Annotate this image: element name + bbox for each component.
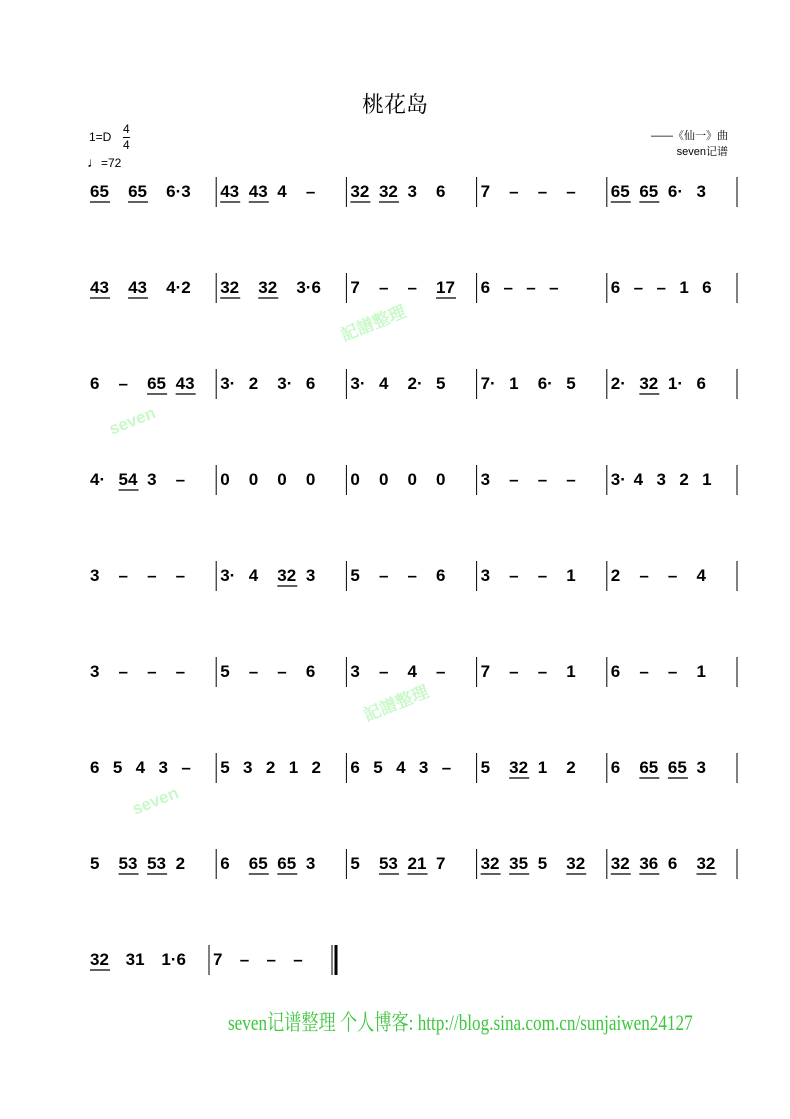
score-note: – — [293, 950, 303, 969]
score-note: – — [181, 758, 191, 777]
score-note: 2 — [248, 374, 259, 393]
score-note: 3 — [407, 182, 417, 201]
score-note: – — [436, 662, 446, 681]
score-note: 65 — [610, 182, 630, 201]
score-note: 32 — [220, 278, 240, 297]
score-note: 43 — [90, 278, 109, 297]
score-note: 6 — [667, 854, 678, 873]
score-note: 6 — [305, 374, 316, 393]
score-note: – — [248, 662, 259, 681]
score-note: 2 — [175, 854, 186, 873]
score-note: 3 — [480, 566, 491, 585]
score-note: – — [537, 566, 548, 585]
score-note: 6 — [305, 662, 316, 681]
score-note: 65 — [277, 854, 297, 873]
score-note: 32 — [480, 854, 500, 873]
composer-credit: ——《仙一》曲 — [651, 130, 728, 142]
score-note: 6 — [696, 374, 706, 393]
score-note: 6· — [537, 374, 553, 393]
score-note: 7 — [480, 662, 491, 681]
score-note: – — [526, 278, 536, 297]
score-note: 3 — [90, 566, 100, 585]
score-note: 32 — [509, 758, 529, 777]
score-note: – — [656, 278, 666, 297]
score-note: – — [503, 278, 513, 297]
score-note: 4 — [633, 470, 644, 489]
watermark-latin: seven — [129, 783, 182, 819]
score-note: 0 — [277, 470, 287, 489]
score-note: 32 — [277, 566, 297, 585]
score-note: – — [378, 566, 389, 585]
score-note: 3· — [277, 374, 293, 393]
score-note: 1 — [566, 566, 576, 585]
score-note: 43 — [220, 182, 240, 201]
score-note: 17 — [436, 278, 455, 297]
score-note: 31 — [125, 950, 145, 969]
score-note: 4 — [135, 758, 146, 777]
score-note: 32 — [566, 854, 586, 873]
score-note: – — [509, 182, 519, 201]
score-note: – — [277, 662, 287, 681]
meter-top: 4 — [123, 122, 130, 136]
score-note: 2 — [265, 758, 276, 777]
score-note: 43 — [175, 374, 195, 393]
score-note: – — [175, 662, 186, 681]
score-note: – — [147, 566, 157, 585]
score-note: 32 — [90, 950, 109, 969]
score-note: – — [407, 566, 417, 585]
score-note: 3· — [610, 470, 626, 489]
score-note: 3 — [350, 662, 360, 681]
score-note: 6 — [610, 662, 621, 681]
score-note: 4 — [248, 566, 259, 585]
key-signature: 1=D — [89, 130, 112, 144]
score-note: – — [378, 278, 389, 297]
score-note: 1 — [288, 758, 299, 777]
score-note: 5 — [373, 758, 383, 777]
score-note: 6 — [610, 278, 621, 297]
score-note: 4 — [696, 566, 706, 585]
score-note: 6· — [667, 182, 684, 201]
score-note: – — [239, 950, 250, 969]
score-note: – — [667, 566, 678, 585]
score-note: 65 — [639, 758, 659, 777]
score-title: 桃花岛 — [361, 93, 428, 118]
score-note: – — [378, 662, 389, 681]
score-note: 7 — [213, 950, 223, 969]
score-note: 4 — [378, 374, 389, 393]
score-note: 32 — [639, 374, 659, 393]
score-note: 53 — [147, 854, 167, 873]
score-note: 3 — [90, 662, 100, 681]
score-note: 21 — [407, 854, 427, 873]
score-note: 3· — [220, 566, 236, 585]
score-note: 1 — [537, 758, 548, 777]
score-note: 4 — [407, 662, 417, 681]
score-note: 3· — [350, 374, 366, 393]
score-note: 4 — [396, 758, 406, 777]
score-note: 3·6 — [296, 278, 321, 297]
score-note: 53 — [378, 854, 398, 873]
score-note: 5 — [220, 662, 230, 681]
score-note: 4· — [90, 470, 106, 489]
score-note: 0 — [220, 470, 230, 489]
score-note: 35 — [509, 854, 529, 873]
score-note: 36 — [639, 854, 659, 873]
score-note: 6 — [610, 758, 621, 777]
score-note: 2 — [311, 758, 322, 777]
score-note: 6 — [702, 278, 712, 297]
score-note: – — [639, 566, 649, 585]
tempo-value: =72 — [101, 156, 122, 170]
watermark-1 — [106, 301, 409, 439]
score-note: 6 — [220, 854, 230, 873]
score-note: 32 — [610, 854, 630, 873]
score-note: 5 — [220, 758, 230, 777]
score-note: – — [509, 662, 519, 681]
score-note: – — [639, 662, 649, 681]
score-note: 43 — [248, 182, 268, 201]
score-note: 65 — [639, 182, 659, 201]
score-note: 65 — [248, 854, 268, 873]
footer-blog-link[interactable]: seven记谱整理 个人博客: http://blog.sina.com.cn/sunjaiwen24127 — [228, 1010, 693, 1035]
score-note: 2 — [679, 470, 689, 489]
score-note: 1 — [566, 662, 576, 681]
watermark-2 — [129, 681, 432, 819]
score-note: – — [305, 182, 316, 201]
score-note: 1 — [702, 470, 712, 489]
score-note: 5 — [350, 854, 360, 873]
score-note: 2· — [407, 374, 423, 393]
score-note: 6 — [90, 374, 100, 393]
score-note: 2 — [610, 566, 621, 585]
score-note: 4·2 — [166, 278, 191, 297]
score-note: – — [407, 278, 417, 297]
quarter-note-icon: ♩ — [87, 154, 101, 170]
score-note: 3 — [480, 470, 491, 489]
score-note: – — [667, 662, 678, 681]
score-note: 3 — [147, 470, 157, 489]
score-note: 6 — [480, 278, 491, 297]
score-note: – — [118, 374, 129, 393]
score-note: – — [633, 278, 644, 297]
score-note: 7 — [350, 278, 360, 297]
score-note: – — [537, 470, 548, 489]
score-note: 0 — [305, 470, 316, 489]
score-note: 6 — [436, 182, 446, 201]
score-note: 1 — [509, 374, 519, 393]
score-note: 5 — [537, 854, 548, 873]
score-note: 54 — [118, 470, 138, 489]
score-note: 5 — [90, 854, 100, 873]
score-note: 3 — [418, 758, 429, 777]
score-note: 0 — [350, 470, 360, 489]
score-note: 0 — [436, 470, 446, 489]
score-note: 65 — [147, 374, 167, 393]
score-note: 32 — [350, 182, 370, 201]
watermark-latin: seven — [106, 403, 159, 439]
score-note: 4 — [277, 182, 287, 201]
score-note: 7· — [480, 374, 496, 393]
score-note: – — [509, 566, 519, 585]
score-note: – — [566, 470, 576, 489]
score-note: 5 — [480, 758, 491, 777]
score-note: 5 — [112, 758, 123, 777]
score-note: 3 — [696, 758, 706, 777]
score-note: – — [175, 566, 186, 585]
score-note: 5 — [566, 374, 576, 393]
score-note: 3 — [305, 854, 316, 873]
score-note: 0 — [248, 470, 259, 489]
score-note: 1·6 — [161, 950, 186, 969]
score-note: 5 — [436, 374, 446, 393]
score-note: – — [118, 662, 129, 681]
meter-bottom: 4 — [123, 138, 130, 152]
score-note: 0 — [407, 470, 417, 489]
score-note: 6 — [90, 758, 100, 777]
score-note: 65 — [90, 182, 109, 201]
watermark-cjk: 記譜整理 — [361, 681, 432, 726]
score-note: – — [441, 758, 452, 777]
score-note: – — [537, 182, 548, 201]
score-note: 2 — [566, 758, 576, 777]
score-note: 3 — [696, 182, 706, 201]
score-note: – — [549, 278, 559, 297]
score-note: 6 — [350, 758, 360, 777]
score-note: 65 — [667, 758, 687, 777]
score-note: 65 — [128, 182, 147, 201]
score-note: 3 — [243, 758, 253, 777]
score-note: 1· — [667, 374, 684, 393]
score-note: 32 — [258, 278, 278, 297]
score-note: 3· — [220, 374, 236, 393]
score-note: – — [537, 662, 548, 681]
score-note: 1 — [679, 278, 689, 297]
watermark-cjk: 記譜整理 — [338, 301, 409, 346]
score-note: 0 — [378, 470, 389, 489]
score-note: 6·3 — [166, 182, 191, 201]
score-note: 32 — [378, 182, 398, 201]
score-note: – — [147, 662, 157, 681]
score-note: 2· — [610, 374, 626, 393]
score-note: – — [266, 950, 276, 969]
score-note: 3 — [305, 566, 316, 585]
score-note: 53 — [118, 854, 138, 873]
score-note: – — [175, 470, 186, 489]
score-note: 6 — [436, 566, 446, 585]
score-note: 7 — [436, 854, 446, 873]
score-note: 3 — [158, 758, 168, 777]
score-note: 7 — [480, 182, 491, 201]
score-note: – — [118, 566, 129, 585]
score-note: 1 — [696, 662, 706, 681]
score-note: 3 — [656, 470, 666, 489]
transcriber-credit: seven记谱 — [676, 146, 728, 158]
score-note: 5 — [350, 566, 360, 585]
score-note: – — [566, 182, 576, 201]
score-note: 32 — [696, 854, 716, 873]
score-note: 43 — [128, 278, 147, 297]
score-note: – — [509, 470, 519, 489]
